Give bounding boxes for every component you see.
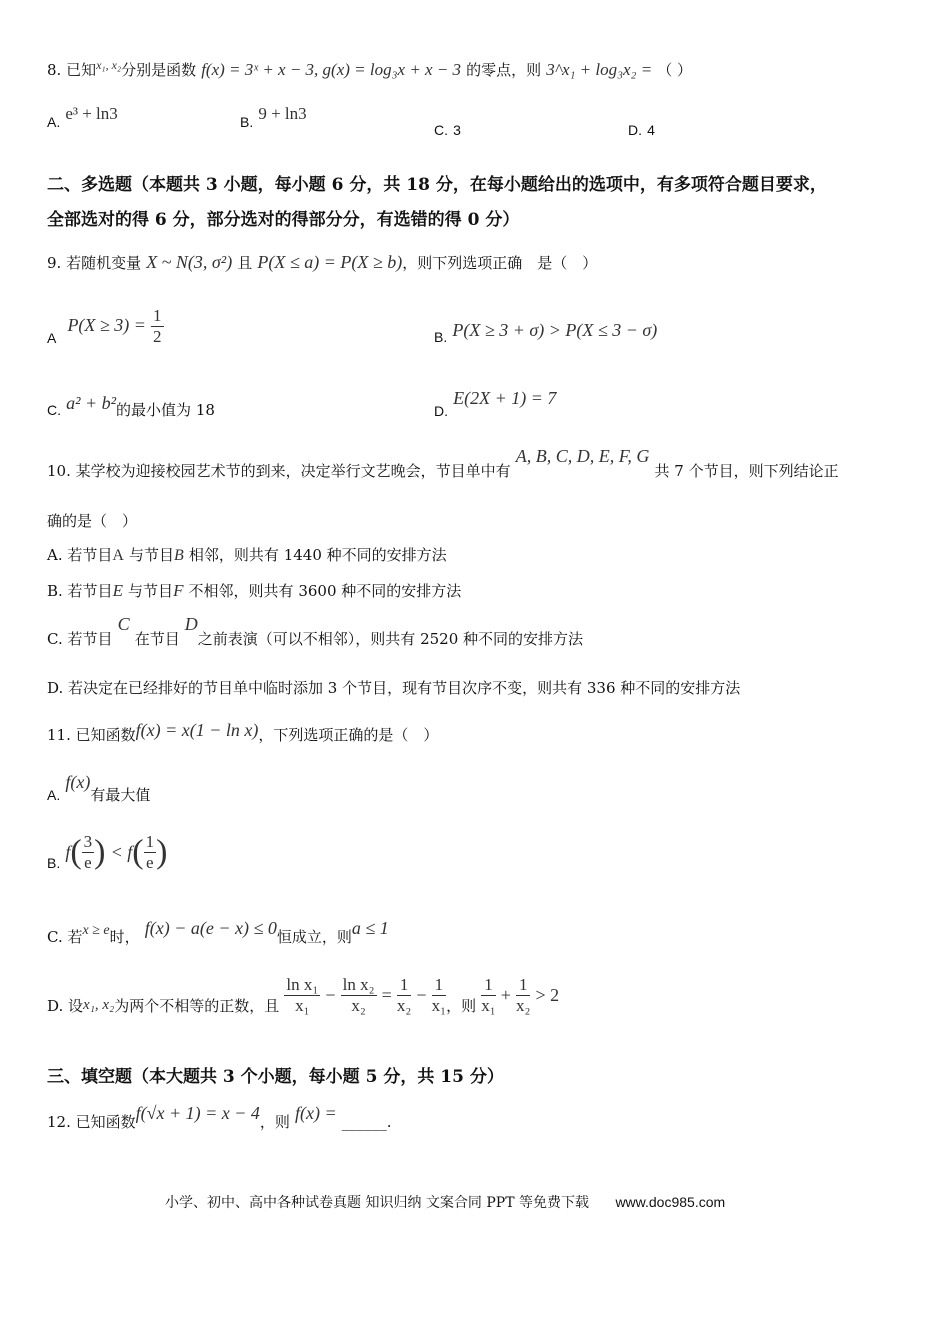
question-9-option-d: D. E(2X + 1) = 7 (434, 388, 557, 419)
question-9-option-c: C. a² + b²的最小值为 18 (47, 393, 215, 419)
fraction-one-over-e: $\frac{1}{e}$ (145, 832, 155, 872)
fraction-one-half: $\frac{1}{2}$ (153, 306, 162, 346)
section-3-heading: 三、填空题（本大题共 3 个小题，每小题 5 分，共 15 分） (47, 1067, 504, 1087)
question-8-option-a: A. e³ + ln3 (47, 104, 118, 130)
question-10-stem: 10. 某学校为迎接校园艺术节的到来，决定举行文艺晚会，节目单中有 A, B, C, D, E, F, G 共 7 个节目，则下列结论正 (47, 446, 839, 480)
question-11-option-d: D. 设x₁, x₂为两个不相等的正数，且 $\frac{\text{ln x₁}}{\text{x₁}}$ − $\frac{\text{ln x₂}}{\text{x₂}}$ = $\frac{1}{\text{x₂}}$ − $\frac{1}{\text{x₁}}$ ，则 $\frac{1}{\text{x₁}}$ + $\frac{1}{\text{x₂}}$ > 2 (47, 975, 560, 1015)
question-9-stem: 9. 若随机变量 X ~ N(3, σ²) 且 P(X ≤ a) = P(X ≥ b)，则下列选项正确 是（ ） (47, 252, 598, 272)
question-10-option-c: C. 若节目 C 在节目 D之前表演（可以不相邻），则共有 2520 种不同的安排方法 (47, 614, 584, 648)
question-8-option-c: C. 3 (434, 122, 461, 138)
question-8-stem: 8. 已知$^{x_1, x_2}$分别是函数 f(x) = 3ˣ + x − 3, g(x) = log₃x + x − 3 的零点，则 3^x₁ + log₃x₂ = （ ） (47, 58, 693, 79)
question-10-option-d: D. 若决定在已经排好的节目单中临时添加 3 个节目，现有节目次序不变，则共有 336 种不同的安排方法 (47, 679, 741, 697)
question-12-stem: 12. 已知函数f(√x + 1) = x − 4，则 f(x) = ______. (47, 1103, 392, 1131)
question-9-option-b: B. P(X ≥ 3 + σ) > P(X ≤ 3 − σ) (434, 320, 658, 345)
question-8-option-b: B. 9 + ln3 (240, 104, 307, 130)
question-10-stem-continued: 确的是（ ） (47, 512, 138, 530)
section-2-heading-line2: 全部选对的得 6 分，部分选对的得部分分，有选错的得 0 分） (47, 210, 520, 230)
question-11-stem: 11. 已知函数f(x) = x(1 − ln x)，下列选项正确的是（ ） (47, 720, 439, 744)
question-9-option-a: A P(X ≥ 3) = $\frac{1}{2}$ (47, 306, 162, 346)
question-11-option-c: C. 若x ≥ e时， f(x) − a(e − x) ≤ 0恒成立，则a ≤ 1 (47, 918, 389, 946)
footer-url[interactable]: www.doc985.com (615, 1194, 726, 1210)
fraction-three-over-e: $\frac{3}{e}$ (83, 832, 93, 872)
question-11-option-b: B. f( $\frac{3}{e}$ ) < f( $\frac{1}{e}$ ) (47, 832, 168, 872)
question-8-option-d: D. 4 (628, 122, 655, 138)
question-10-option-b: B. 若节目E 与节目F 不相邻，则共有 3600 种不同的安排方法 (47, 581, 462, 600)
section-2-heading-line1: 二、多选题（本题共 3 小题，每小题 6 分，共 18 分，在每小题给出的选项中，有多项符合题目要求， (47, 175, 827, 195)
question-11-option-a: A. f(x)有最大值 (47, 772, 151, 804)
question-10-option-a: A. 若节目A 与节目B 相邻，则共有 1440 种不同的安排方法 (47, 546, 447, 564)
footer-note: 小学、初中、高中各种试卷真题 知识归纳 文案合同 PPT 等免费下载 www.doc985.com (165, 1194, 726, 1211)
